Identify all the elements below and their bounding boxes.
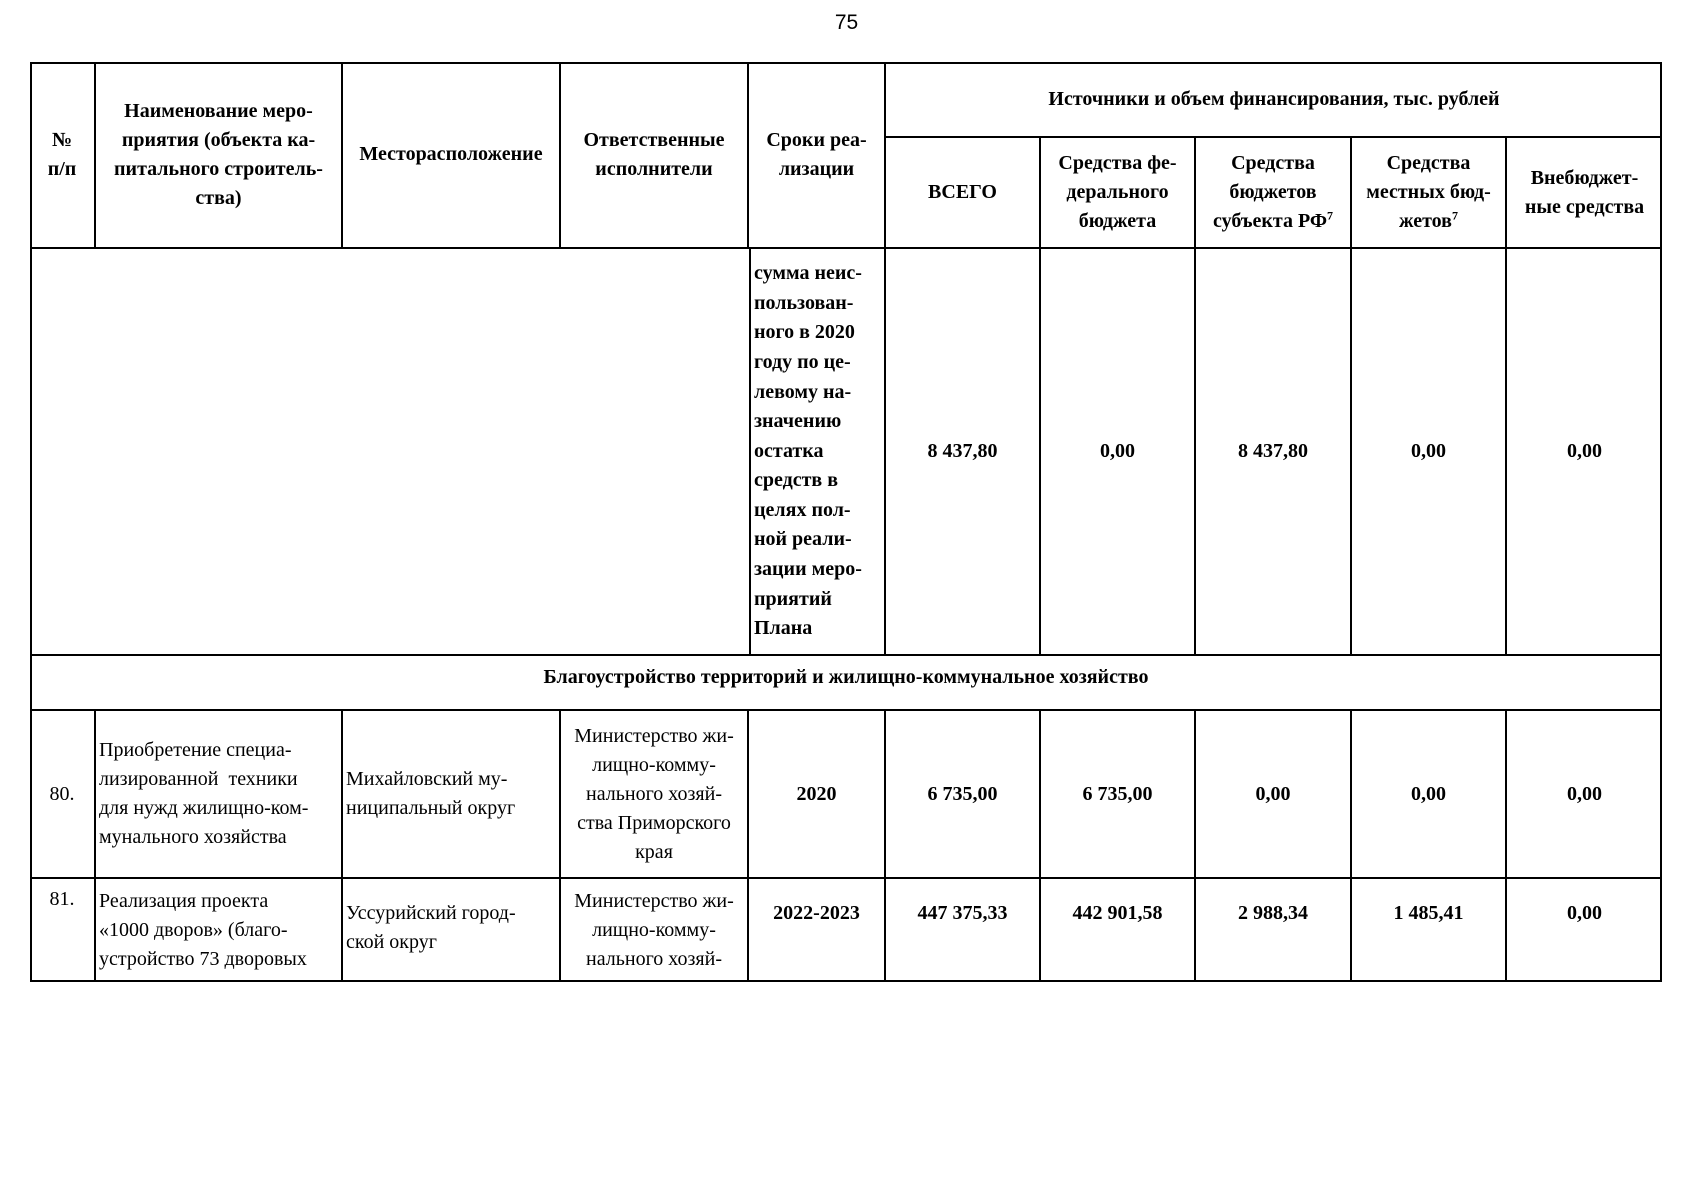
carryover-empty bbox=[30, 249, 749, 656]
header-extra: Внебюджет- ные средства bbox=[1507, 138, 1662, 249]
header-local-label: Средства местных бюд- жетов bbox=[1366, 152, 1491, 232]
carryover-local: 0,00 bbox=[1352, 249, 1507, 656]
financing-table bbox=[30, 62, 1662, 982]
header-subject-footnote: 7 bbox=[1327, 208, 1334, 223]
header-executors: Ответственные исполнители bbox=[561, 62, 749, 249]
row-80-subject: 0,00 bbox=[1196, 711, 1352, 879]
row-81-terms: 2022-2023 bbox=[749, 879, 886, 982]
section-title: Благоустройство территорий и жилищно-коммунальное хозяйство bbox=[30, 656, 1662, 711]
carryover-extra: 0,00 bbox=[1507, 249, 1662, 656]
row-80-extra: 0,00 bbox=[1507, 711, 1662, 879]
header-local bbox=[1352, 138, 1507, 249]
header-subject-label: Средства бюджетов субъекта РФ bbox=[1212, 152, 1328, 232]
header-name: Наименование меро- приятия (объекта ка- питального строитель- ства) bbox=[96, 62, 343, 249]
carryover-federal: 0,00 bbox=[1041, 249, 1196, 656]
header-federal: Средства фе- дерального бюджета bbox=[1041, 138, 1196, 249]
header-number: № п/п bbox=[30, 62, 96, 249]
row-81-extra: 0,00 bbox=[1567, 902, 1602, 924]
row-81-name: Реализация проекта «1000 дворов» (благо- устройство 73 дворовых bbox=[96, 879, 343, 982]
row-80-location: Михайловский му- ниципальный округ bbox=[343, 711, 561, 879]
row-80-terms: 2020 bbox=[749, 711, 886, 879]
carryover-total: 8 437,80 bbox=[886, 249, 1041, 656]
header-local-footnote: 7 bbox=[1451, 208, 1458, 223]
row-81-number: 81. bbox=[30, 879, 96, 982]
row-81-executors: Министерство жи- лищно-комму- нального хозяй- bbox=[561, 879, 749, 982]
row-80-federal: 6 735,00 bbox=[1041, 711, 1196, 879]
header-total: ВСЕГО bbox=[886, 138, 1041, 249]
row-80-total: 6 735,00 bbox=[886, 711, 1041, 879]
row-80-local: 0,00 bbox=[1352, 711, 1507, 879]
row-81-subject: 2 988,34 bbox=[1196, 879, 1352, 982]
carryover-terms: сумма неис- пользован- ного в 2020 году по це- левому на- значению остатка средств в целях пол- ной реали- зации меро- приятий Плана bbox=[749, 249, 886, 656]
row-80-number: 80. bbox=[30, 711, 96, 879]
carryover-subject: 8 437,80 bbox=[1196, 249, 1352, 656]
row-81-local: 1 485,41 bbox=[1352, 879, 1507, 982]
row-80-name: Приобретение специа- лизированной техники для нужд жилищно-ком- мунального хозяйства bbox=[96, 711, 343, 879]
row-80-executors: Министерство жи- лищно-комму- нального хозяй- ства Приморского края bbox=[561, 711, 749, 879]
row-81-federal: 442 901,58 bbox=[1041, 879, 1196, 982]
row-81-location: Уссурийский город- ской округ bbox=[343, 879, 561, 982]
row-81-total: 447 375,33 bbox=[886, 879, 1041, 982]
page-number: 75 bbox=[834, 11, 859, 34]
header-financing: Источники и объем финансирования, тыс. рублей bbox=[886, 62, 1662, 138]
header-location: Месторасположение bbox=[343, 62, 561, 249]
header-terms: Сроки реа- лизации bbox=[749, 62, 886, 249]
header-subject bbox=[1196, 138, 1352, 249]
